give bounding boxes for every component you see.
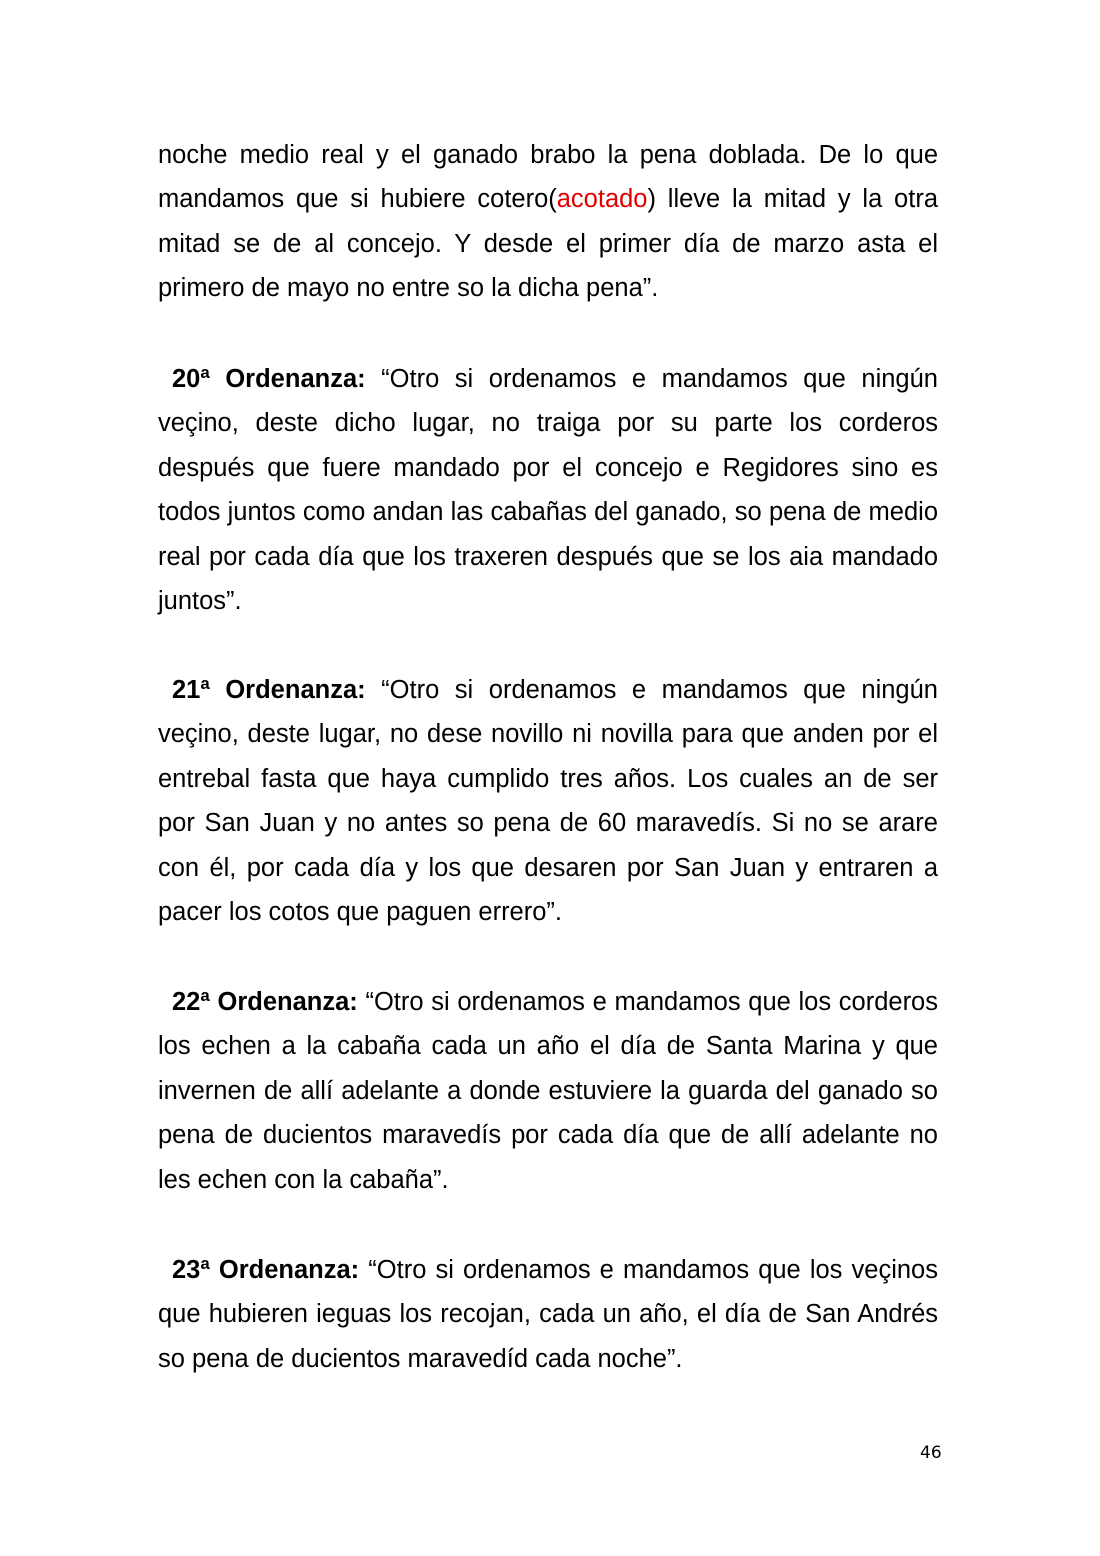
ordenanza-20-heading: 20ª Ordenanza: bbox=[172, 365, 366, 393]
intro-paragraph bbox=[158, 133, 938, 311]
ordenanza-20-text: “Otro si ordenamos e mandamos que ningún veçino, deste dicho lugar, no traiga por su parte los corderos después que fuere mandado por el concejo e Regidores sino es todos juntos como andan las cabañas del ganado, so pena de medio real por cada día que los traxeren después que se los aia mandado juntos”. bbox=[158, 365, 938, 616]
intro-highlight: acotado bbox=[556, 185, 648, 214]
ordenanza-21-text: “Otro si ordenamos e mandamos que ningún veçino, deste lugar, no dese novillo ni novilla para que anden por el entrebal fasta que haya cumplido tres años. Los cuales an de ser por San Juan y no antes so pena de 60 maravedís. Si no se arare con él, por cada día y los que desaren por San Juan y entraren a pacer los cotos que paguen errero”. bbox=[158, 676, 938, 927]
ordenanza-23-text: “Otro si ordenamos e mandamos que los veçinos que hubieren ieguas los recojan, cada un año, el día de San Andrés so pena de ducientos maravedíd cada noche”. bbox=[158, 1256, 938, 1373]
intro-text-before: noche medio real y el ganado brabo la pena doblada. De lo que mandamos que si hubiere cotero( bbox=[158, 141, 938, 214]
ordenanza-22-heading: 22ª Ordenanza: bbox=[172, 988, 358, 1016]
page-number: 46 bbox=[920, 1443, 942, 1463]
ordenanza-23-paragraph bbox=[158, 1248, 938, 1381]
ordenanza-23-heading: 23ª Ordenanza: bbox=[172, 1256, 360, 1284]
ordenanza-21-heading: 21ª Ordenanza: bbox=[172, 676, 366, 704]
ordenanza-22-text: “Otro si ordenamos e mandamos que los corderos los echen a la cabaña cada un año el día de Santa Marina y que invernen de allí adelante a donde estuviere la guarda del ganado so pena de ducientos maravedís por cada día que de allí adelante no les echen con la cabaña”. bbox=[158, 988, 938, 1194]
ordenanza-21-paragraph bbox=[158, 668, 938, 934]
ordenanza-20-paragraph bbox=[158, 357, 938, 623]
intro-text-after: ) lleve la mitad y la otra mitad se de al concejo. Y desde el primer día de marzo asta el primero de mayo no entre so la dicha pena”. bbox=[158, 185, 938, 303]
ordenanza-22-paragraph bbox=[158, 980, 938, 1202]
